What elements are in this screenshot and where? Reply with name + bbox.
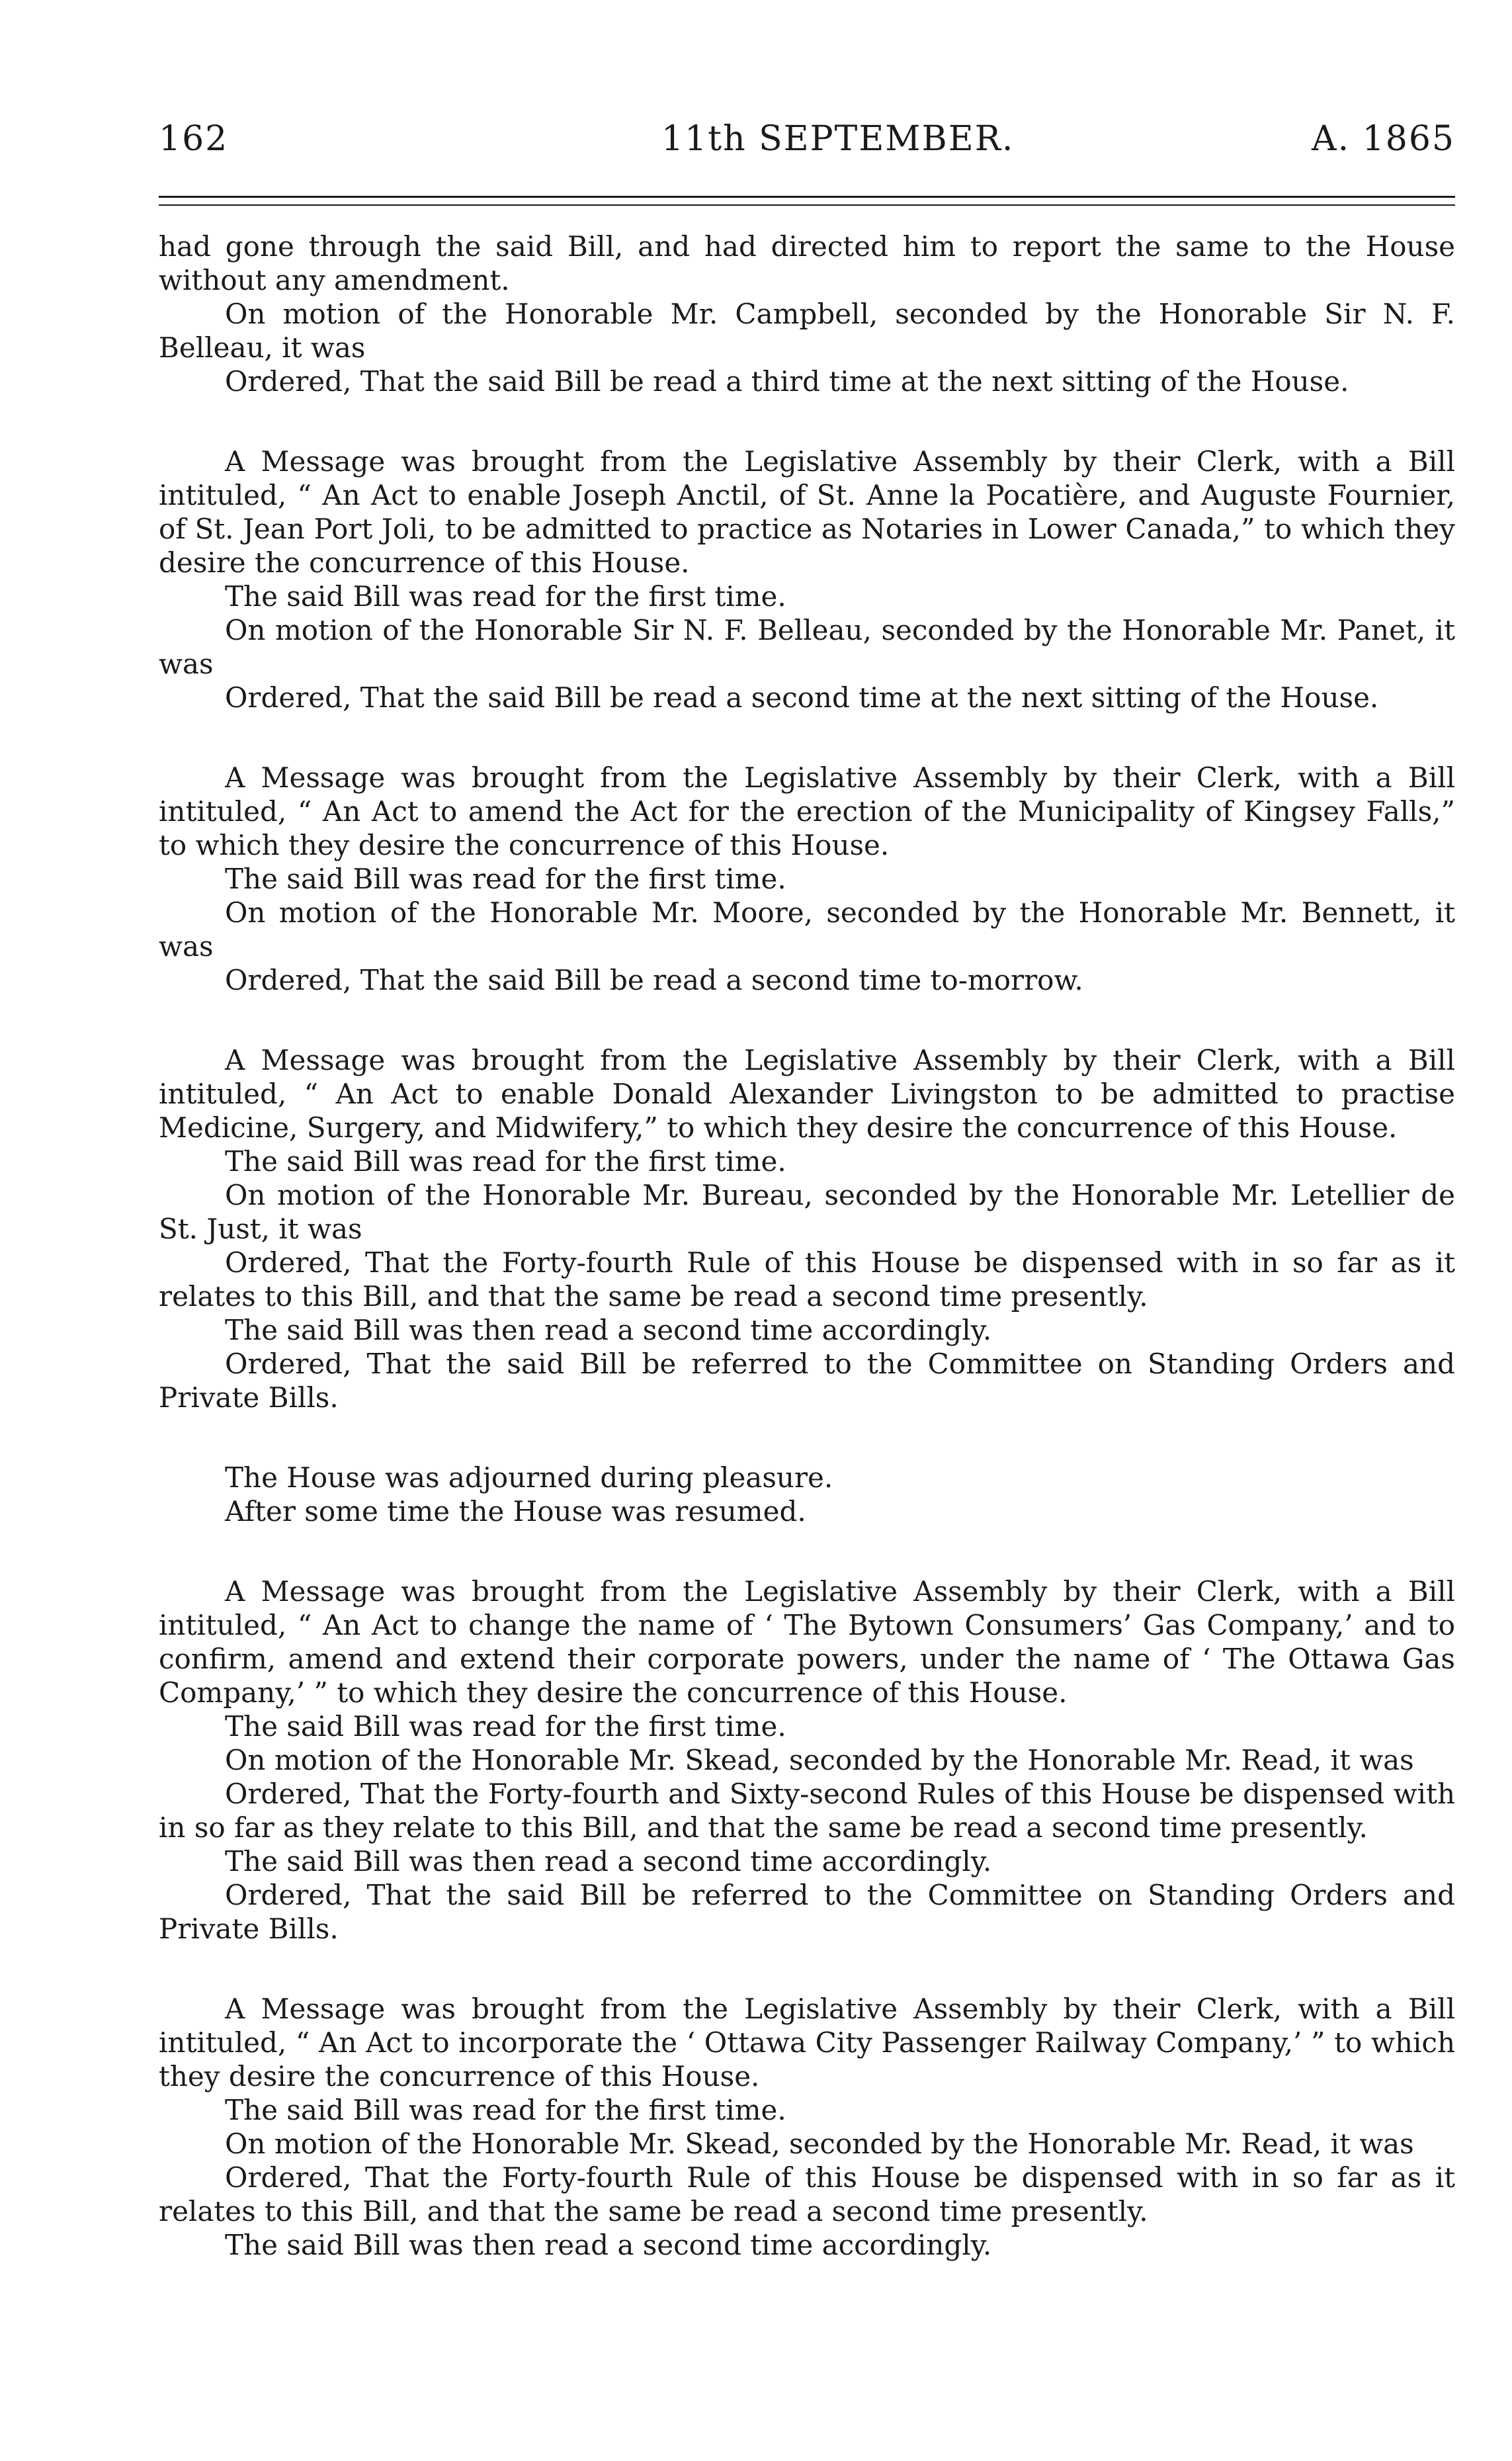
document-page [159,119,1455,2262]
paragraph: A Message was brought from the Legislative Assembly by their Clerk, with a Bill intituled, “ An Act to change the name of ‘ The Bytown Consumers’ Gas Company,’ and to confirm, amend and extend their corporate powers, under the name of ‘ The Ottawa Gas Company,’ ” to which they desire the concurrence of this House. [159,1575,1455,1709]
paragraph: On motion of the Honorable Mr. Campbell, seconded by the Honorable Sir N. F. Belleau, it was [159,298,1455,364]
paragraph: Ordered, That the said Bill be referred to the Committee on Standing Orders and Private Bills. [159,1348,1455,1414]
paragraph: had gone through the said Bill, and had directed him to report the same to the House without any amendment. [159,230,1455,296]
paragraph: The said Bill was then read a second time accordingly. [225,1845,992,1878]
paragraph: Ordered, That the said Bill be read a second time to-morrow. [225,964,1083,996]
paragraph: The said Bill was then read a second time accordingly. [225,2229,992,2261]
header-year: A. 1865 [1312,119,1455,159]
journal-text [159,230,1455,2262]
paragraph: On motion of the Honorable Sir N. F. Belleau, seconded by the Honorable Mr. Panet, it was [159,614,1455,680]
paragraph: On motion of the Honorable Mr. Bureau, seconded by the Honorable Mr. Letellier de St. Just, it was [159,1179,1455,1245]
paragraph: Ordered, That the said Bill be read a third time at the next sitting of the House. [225,365,1349,398]
page-number: 162 [159,119,229,159]
running-header [159,119,1455,172]
paragraph: The said Bill was read for the first time. [225,1710,786,1743]
paragraph: After some time the House was resumed. [225,1495,806,1528]
paragraph: A Message was brought from the Legislative Assembly by their Clerk, with a Bill intituled, “ An Act to enable Joseph Anctil, of St. Anne la Pocatière, and Auguste Fournier, of St. Jean Port Joli, to be admitted to practice as Notaries in Lower Canada,” to which they desire the concurrence of this House. [159,445,1455,579]
paragraph: Ordered, That the Forty-fourth Rule of this House be dispensed with in so far as it relates to this Bill, and that the same be read a second time presently. [159,1246,1455,1313]
paragraph: Ordered, That the said Bill be referred to the Committee on Standing Orders and Private Bills. [159,1879,1455,1945]
paragraph: The said Bill was read for the first time. [225,2094,786,2126]
paragraph: On motion of the Honorable Mr. Skead, seconded by the Honorable Mr. Read, it was [225,1744,1414,1776]
paragraph: A Message was brought from the Legislative Assembly by their Clerk, with a Bill intituled, “ An Act to incorporate the ‘ Ottawa City Passenger Railway Company,’ ” to which they desire the concurrence of this House. [159,1993,1455,2093]
paragraph: On motion of the Honorable Mr. Skead, seconded by the Honorable Mr. Read, it was [225,2128,1414,2160]
paragraph: A Message was brought from the Legislative Assembly by their Clerk, with a Bill intituled, “ An Act to enable Donald Alexander Livingston to be admitted to practise Medicine, Surgery, and Midwifery,” to which they desire the concurrence of this House. [159,1044,1455,1144]
paragraph: The said Bill was then read a second time accordingly. [225,1314,992,1346]
header-date: 11th SEPTEMBER. [661,119,1015,159]
paragraph: Ordered, That the Forty-fourth and Sixty-second Rules of this House be dispensed with in so far as they relate to this Bill, and that the same be read a second time presently. [159,1778,1455,1844]
paragraph: The said Bill was read for the first time. [225,863,786,895]
paragraph: A Message was brought from the Legislative Assembly by their Clerk, with a Bill intituled, “ An Act to amend the Act for the erection of the Municipality of Kingsey Falls,” to which they desire the concurrence of this House. [159,761,1455,861]
paragraph: The said Bill was read for the first time. [225,580,786,613]
paragraph: The House was adjourned during pleasure. [225,1461,833,1494]
paragraph: The said Bill was read for the first time. [225,1145,786,1178]
paragraph: On motion of the Honorable Mr. Moore, seconded by the Honorable Mr. Bennett, it was [159,896,1455,963]
paragraph: Ordered, That the said Bill be read a second time at the next sitting of the House. [225,681,1379,714]
header-rule [159,196,1455,206]
paragraph: Ordered, That the Forty-fourth Rule of this House be dispensed with in so far as it relates to this Bill, and that the same be read a second time presently. [159,2161,1455,2227]
